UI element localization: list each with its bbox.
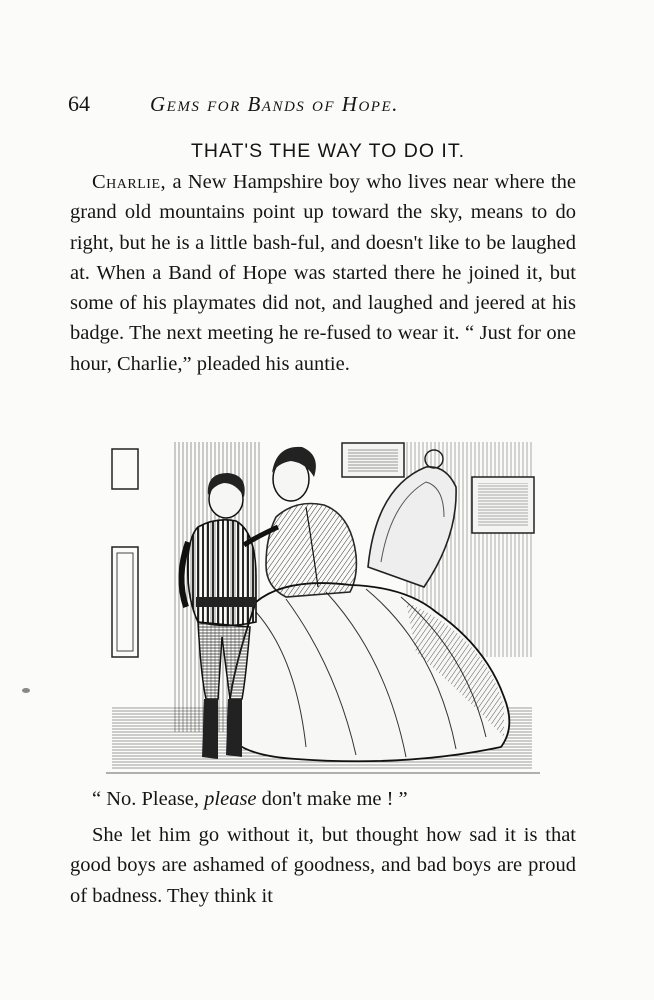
paragraph-1 xyxy=(70,167,576,379)
paragraph-1-lead: Charlie, xyxy=(92,171,167,193)
quote-after: don't make me ! ” xyxy=(256,788,408,810)
running-title: Gems for Bands of Hope. xyxy=(150,91,399,116)
ink-smudge xyxy=(22,688,30,693)
page-number: 64 xyxy=(68,91,90,116)
quote-emphasis: please xyxy=(204,788,257,810)
story-title: THAT'S THE WAY TO DO IT. xyxy=(190,140,466,162)
dialogue-quote xyxy=(92,788,572,811)
paragraph-2: She let him go without it, but thought how sad it is that good boys are ashamed of goodness, and bad boys are proud of badness. They think it xyxy=(70,824,576,907)
paragraph-1-text: a New Hampshire boy who lives near where the grand old mountains point up toward the sky, means to do right, but he is a little bash-ful, and doesn't like to be laughed at. When a Band of Hope was started there he joined it, but some of his playmates did not, and laughed and jeered at his badge. The next meeting he re-fused to wear it. “ Just for one hour, Charlie,” pleaded his auntie. xyxy=(70,171,576,375)
engraving-illustration xyxy=(106,437,540,777)
quote-before: “ No. Please, xyxy=(92,788,205,810)
running-header xyxy=(68,88,588,120)
